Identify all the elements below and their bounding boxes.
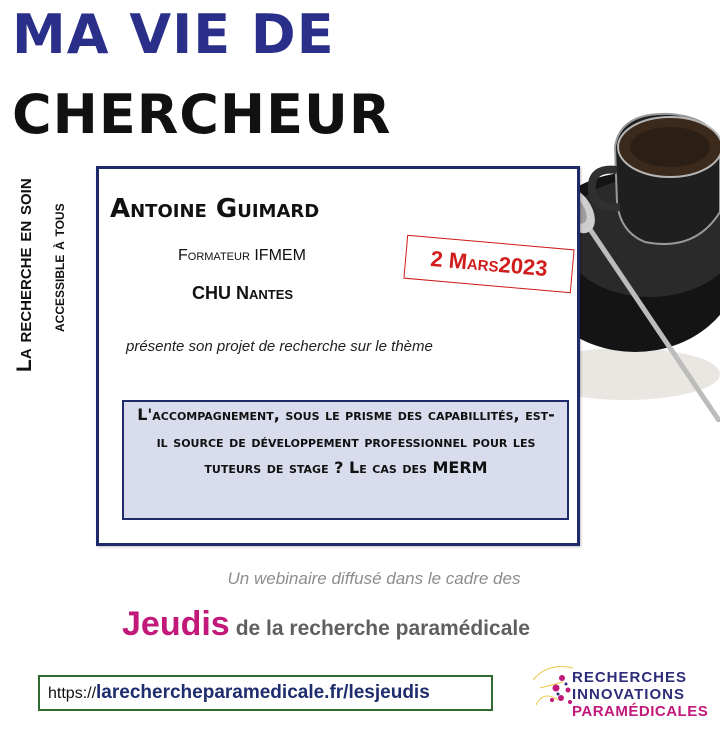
speaker-organization: CHU Nantes <box>192 283 294 303</box>
url-domain: larechercheparamedicale.fr/lesjeudis <box>96 682 430 703</box>
logo-line-2: INNOVATIONS <box>572 686 685 703</box>
molecule-network-icon <box>528 660 578 715</box>
speaker-role: Formateur IFMEM <box>178 247 306 264</box>
url-prefix: https:// <box>48 685 97 702</box>
tagline-vertical-line-2: accessible à tous <box>49 203 68 332</box>
series-name <box>122 607 530 641</box>
webinar-caption: Un webinaire diffusé dans le cadre des <box>227 569 521 588</box>
series-highlight: Jeudis <box>122 605 230 643</box>
logo-wordmark <box>572 670 708 719</box>
series-rest: de la recherche paramédicale <box>235 617 530 640</box>
logo-line-3: PARAMÉDICALES <box>572 703 709 720</box>
title-line-2: CHERCHEUR <box>12 83 392 146</box>
intro-text: présente son projet de recherche sur le thème <box>126 338 433 355</box>
title-line-1: MA VIE DE <box>12 3 335 66</box>
logo-line-1: RECHERCHES <box>572 669 688 686</box>
speaker-name: Antoine Guimard <box>110 194 320 224</box>
website-link[interactable] <box>38 675 493 711</box>
research-topic-text: L'accompagnement, sous le prisme des capabillités, est-il source de développement professionnel pour les tuteurs de stage ? Le cas des MERM <box>137 405 555 477</box>
event-date-badge: 2 Mars2023 <box>403 235 574 293</box>
tagline-vertical-line-1: La recherche en soin <box>13 178 36 372</box>
